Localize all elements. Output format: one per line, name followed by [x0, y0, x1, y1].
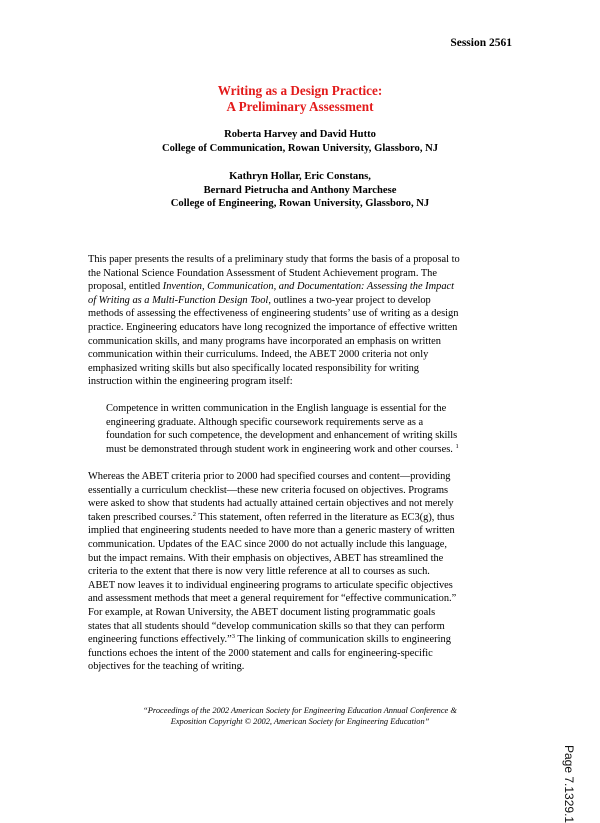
text-line: objectives for the teaching of writing.: [88, 661, 245, 673]
text-line: communication. Updates of the EAC since 2000 do not actually include this language,: [88, 538, 447, 550]
title-line-1: Writing as a Design Practice:: [217, 83, 383, 98]
body-paragraph-2: [88, 470, 518, 674]
author-names-line-1: Kathryn Hollar, Eric Constans,: [229, 171, 371, 182]
footer-line-2: Exposition Copyright © 2002, American Society for Engineering Education”: [170, 717, 430, 727]
proposal-title-italic: Invention, Communication, and Documentation: Assessing the Impact: [162, 281, 455, 293]
text-line: instruction within the engineering program itself:: [88, 376, 293, 388]
proposal-title-italic: of Writing as a Multi-Function Design Tool: [88, 294, 269, 306]
text-line: [106, 443, 516, 457]
session-number: Session 2561: [450, 37, 512, 49]
text-line: [88, 633, 518, 647]
text-line: [88, 294, 518, 308]
text-line: [88, 280, 518, 294]
text-line: criteria to the extent that there is now very little reference at all to courses as such.: [88, 566, 430, 578]
text-line: Competence in written communication in the English language is essential for the: [106, 403, 447, 414]
footer-line-1: “Proceedings of the 2002 American Society for Engineering Education Annual Conference &: [143, 706, 457, 715]
footnote-ref: 3: [231, 633, 235, 641]
footnote-ref: 1: [455, 442, 459, 450]
text-run: The linking of communication skills to engineering: [234, 634, 451, 646]
text-line: implied that engineering students needed to have more than a generic mastery of written: [88, 525, 455, 537]
text-line: functions echoes the intent of the 2000 statement and calls for engineering-specific: [88, 647, 433, 659]
text-line: Whereas the ABET criteria prior to 2000 had specified courses and content—providing: [88, 471, 451, 482]
text-line: ABET now leaves it to individual engineering programs to articulate specific objectives: [88, 579, 453, 591]
title-line-2: A Preliminary Assessment: [226, 98, 374, 114]
text-line: the National Science Foundation Assessment of Student Achievement program. The: [88, 267, 437, 279]
author-group-engineering: [0, 170, 600, 211]
text-run: proposal, entitled: [88, 281, 163, 293]
text-line: [88, 511, 518, 525]
text-run: engineering functions effectively.”: [88, 634, 232, 646]
text-run: , outlines a two-year project to develop: [268, 294, 431, 306]
author-names-line-2: Bernard Pietrucha and Anthony Marchese: [203, 184, 397, 196]
text-line: engineering graduate. Although specific coursework requirements serve as a: [106, 416, 424, 428]
author-group-communication: [0, 128, 600, 155]
text-line: methods of assessing the effectiveness of engineering students’ use of writing as a design: [88, 308, 459, 320]
text-line: were asked to show that students had actually attained certain objectives and not merely: [88, 498, 454, 510]
text-line: communication skills, and many programs have incorporated an emphasis on written: [88, 335, 441, 347]
text-run: This statement, often referred in the literature as EC3(g), thus: [195, 511, 455, 523]
text-line: essentially a curriculum checklist—these new criteria focused on objectives. Programs: [88, 484, 449, 496]
page-stamp: Page 7.1329.1: [562, 745, 576, 823]
text-line: For example, at Rowan University, the ABET document listing programmatic goals: [88, 606, 436, 618]
text-line: practice. Engineering educators have long recognized the importance of effective written: [88, 321, 458, 333]
block-quote: [106, 402, 516, 456]
text-line: states that all students should “develop communication skills so that they can perform: [88, 620, 445, 632]
proceedings-footer: [0, 705, 600, 728]
footnote-ref: 2: [192, 510, 196, 518]
body-paragraph-1: [88, 253, 518, 389]
text-line: emphasized writing skills but also specifically located responsibility for writing: [88, 362, 419, 374]
text-run: taken prescribed courses.: [88, 511, 193, 523]
text-line: but the impact remains. With their emphasis on objectives, ABET has streamlined the: [88, 552, 444, 564]
text-line: communication within their curriculums. Indeed, the ABET 2000 criteria not only: [88, 349, 429, 361]
text-line: This paper presents the results of a preliminary study that forms the basis of a proposal to: [88, 254, 460, 265]
author-affiliation: College of Communication, Rowan University, Glassboro, NJ: [161, 142, 439, 154]
author-affiliation: College of Engineering, Rowan University, Glassboro, NJ: [170, 198, 430, 209]
text-line: foundation for such competence, the development and enhancement of writing skills: [106, 430, 458, 442]
text-run: must be demonstrated through student work in engineering work and other courses.: [106, 443, 453, 455]
paper-title: [0, 83, 600, 114]
author-names: Roberta Harvey and David Hutto: [224, 129, 376, 140]
text-line: and assessment methods that meet a general requirement for “effective communication.”: [88, 593, 457, 605]
